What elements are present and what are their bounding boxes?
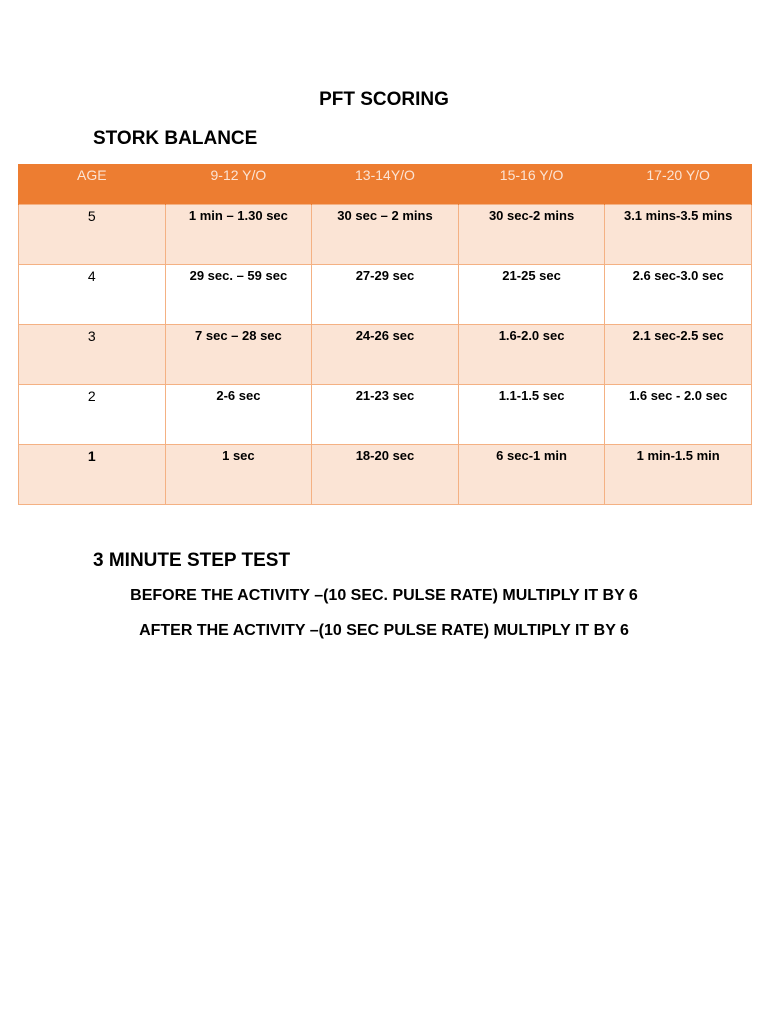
table-cell: 1.1-1.5 sec: [458, 384, 605, 444]
header-15-16: 15-16 Y/O: [458, 164, 605, 204]
table-cell: 21-25 sec: [458, 264, 605, 324]
table-cell: 21-23 sec: [312, 384, 459, 444]
table-row: [19, 264, 752, 324]
table-cell: 2-6 sec: [165, 384, 312, 444]
table-cell: 2.6 sec-3.0 sec: [605, 264, 752, 324]
row-score: 1: [19, 444, 166, 504]
table-cell: 27-29 sec: [312, 264, 459, 324]
table-cell: 29 sec. – 59 sec: [165, 264, 312, 324]
table-row: [19, 204, 752, 264]
header-age: AGE: [19, 164, 166, 204]
header-17-20: 17-20 Y/O: [605, 164, 752, 204]
table-row: [19, 384, 752, 444]
after-activity-instruction: AFTER THE ACTIVITY –(10 SEC PULSE RATE) MULTIPLY IT BY 6: [139, 622, 629, 639]
table-cell: 30 sec – 2 mins: [312, 204, 459, 264]
header-9-12: 9-12 Y/O: [165, 164, 312, 204]
before-activity-instruction: BEFORE THE ACTIVITY –(10 SEC. PULSE RATE) MULTIPLY IT BY 6: [130, 587, 638, 604]
table-cell: 3.1 mins-3.5 mins: [605, 204, 752, 264]
row-score: 5: [19, 204, 166, 264]
row-score: 2: [19, 384, 166, 444]
table-cell: 1 min-1.5 min: [605, 444, 752, 504]
table-cell: 30 sec-2 mins: [458, 204, 605, 264]
page-title: PFT SCORING: [319, 89, 449, 110]
table-cell: 2.1 sec-2.5 sec: [605, 324, 752, 384]
table-cell: 1 sec: [165, 444, 312, 504]
table-row: [19, 324, 752, 384]
table-cell: 1 min – 1.30 sec: [165, 204, 312, 264]
table-cell: 1.6-2.0 sec: [458, 324, 605, 384]
table-cell: 6 sec-1 min: [458, 444, 605, 504]
row-score: 3: [19, 324, 166, 384]
stork-balance-heading: STORK BALANCE: [93, 128, 258, 149]
stork-balance-table: [18, 164, 752, 505]
table-cell: 18-20 sec: [312, 444, 459, 504]
header-13-14: 13-14Y/O: [312, 164, 459, 204]
table-row: [19, 444, 752, 504]
table-header-row: [19, 164, 752, 204]
table-cell: 24-26 sec: [312, 324, 459, 384]
row-score: 4: [19, 264, 166, 324]
table-cell: 1.6 sec - 2.0 sec: [605, 384, 752, 444]
step-test-heading: 3 MINUTE STEP TEST: [93, 550, 291, 571]
table-cell: 7 sec – 28 sec: [165, 324, 312, 384]
